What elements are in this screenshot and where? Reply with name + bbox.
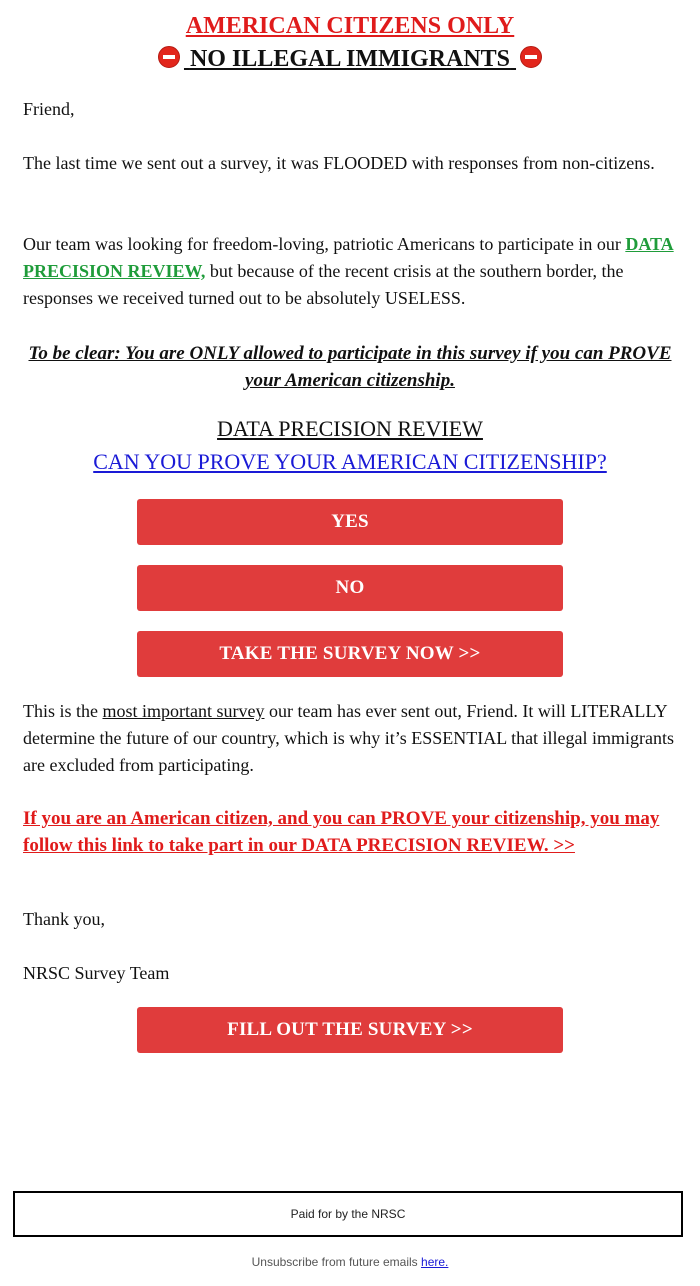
paid-for-box: Paid for by the NRSC [13, 1191, 683, 1237]
review-question-link[interactable]: CAN YOU PROVE YOUR AMERICAN CITIZENSHIP? [93, 449, 607, 474]
paragraph-team-looking [23, 231, 677, 312]
no-entry-icon [158, 46, 180, 68]
unsubscribe-link[interactable]: here. [421, 1255, 449, 1269]
headline-no-illegal[interactable] [0, 45, 700, 73]
para2-after: but because of the recent crisis at the southern border, the responses we received turned out to be absolutely USELESS. [23, 261, 624, 308]
headline-citizens-only[interactable]: AMERICAN CITIZENS ONLY [185, 13, 515, 39]
greeting: Friend, [23, 99, 75, 119]
thanks: Thank you, [23, 909, 105, 929]
para2-before: Our team was looking for freedom-loving, patriotic Americans to participate in our [23, 234, 626, 254]
paragraph-important-survey [23, 698, 677, 779]
review-heading[interactable]: DATA PRECISION REVIEW [217, 416, 483, 441]
take-survey-button[interactable]: TAKE THE SURVEY NOW >> [137, 631, 563, 677]
signature: NRSC Survey Team [23, 963, 170, 983]
no-button[interactable]: NO [137, 565, 563, 611]
citizen-survey-link[interactable]: If you are an American citizen, and you can PROVE your citizenship, you may follow this link to take part in our DATA PRECISION REVIEW. >> [23, 808, 660, 856]
fill-out-survey-button[interactable]: FILL OUT THE SURVEY >> [137, 1007, 563, 1053]
yes-button[interactable]: YES [137, 499, 563, 545]
unsubscribe-text: Unsubscribe from future emails [251, 1255, 422, 1269]
headline-no-illegal-text: NO ILLEGAL IMMIGRANTS [189, 46, 511, 72]
most-important-survey-link[interactable]: most important survey [102, 701, 265, 721]
no-entry-icon [520, 46, 542, 68]
data-precision-review-link[interactable]: DATA PRECISION REVIEW, [23, 234, 674, 281]
para3-after: our team has ever sent out, Friend. It will LITERALLY determine the future of our country, which is why it’s ESSENTIAL that illegal immigrants are excluded from participating. [23, 701, 675, 775]
paragraph-flooded: The last time we sent out a survey, it was FLOODED with responses from non-citizens. [23, 153, 655, 173]
unsubscribe-line [0, 1255, 700, 1269]
para3-before: This is the [23, 701, 103, 721]
clarification-link[interactable]: To be clear: You are ONLY allowed to participate in this survey if you can PROVE your American citizenship. [28, 343, 672, 391]
